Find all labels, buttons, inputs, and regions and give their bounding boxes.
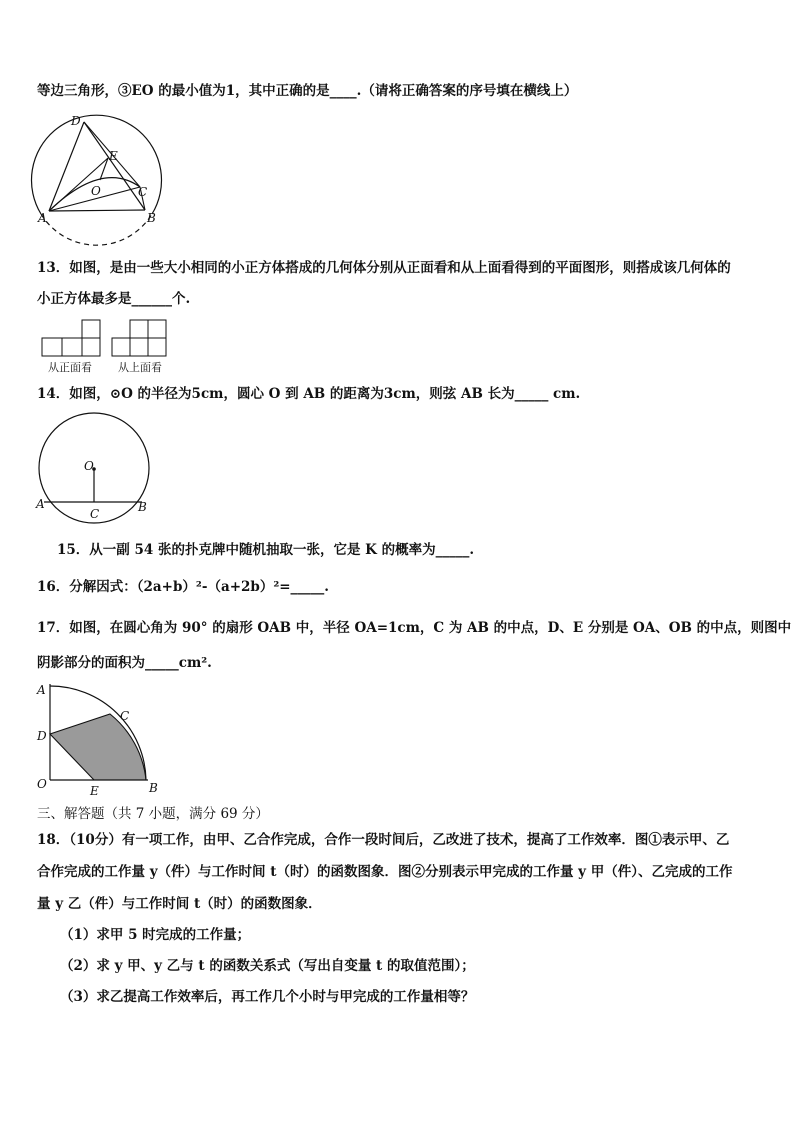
q17-line2: 阴影部分的面积为_____cm². [37,655,212,671]
label-A: A [37,684,46,697]
label-B: B [149,781,158,795]
label-D: D [37,729,47,743]
figure-q12-circle [30,110,170,250]
q16-text: 16．分解因式：（2a+b）²-（a+2b）²=_____. [37,579,330,595]
figure-q14-circle [34,412,159,527]
label-B: B [138,500,147,514]
q14-text: 14．如图，⊙O 的半径为5cm，圆心 O 到 AB 的距离为3cm，则弦 AB 长为_____ cm. [37,386,581,402]
label-C: C [120,709,130,723]
q13-line1: 13．如图，是由一些大小相同的小正方体搭成的几何体分别从正面看和从上面看得到的平面图形，则搭成该几何体的 [37,260,731,276]
label-C: C [90,507,100,521]
q18-sub3: （3）求乙提高工作效率后，再工作几个小时与甲完成的工作量相等？ [60,989,475,1005]
q13-line2: 小正方体最多是______个. [37,291,191,307]
q15-text: 15．从一副 54 张的扑克牌中随机抽取一张，它是 K 的概率为_____. [57,542,475,558]
q18-line3: 量 y 乙（件）与工作时间 t（时）的函数图象． [37,896,322,912]
caption-top-view: 从上面看 [118,361,162,374]
q12-tail-text: 等边三角形，③EO 的最小值为1，其中正确的是____.（请将正确答案的序号填在横线上） [37,83,578,99]
q18-sub1: （1）求甲 5 时完成的工作量； [60,927,251,943]
label-A: A [36,497,45,511]
label-O: O [84,459,94,473]
q18-line2: 合作完成的工作量 y（件）与工作时间 t（时）的函数图象．图②分别表示甲完成的工作量 y 甲（件）、乙完成的工作 [37,864,733,880]
label-E: E [90,784,99,798]
label-D: D [71,114,81,128]
caption-front-view: 从正面看 [48,361,92,374]
figure-q13-views [40,316,175,376]
label-O: O [91,184,101,198]
label-O: O [37,777,47,791]
label-B: B [147,211,156,225]
section-3-heading: 三、解答题（共 7 小题，满分 69 分） [37,806,269,822]
label-C: C [138,185,148,199]
label-A: A [38,211,47,225]
q18-sub2: （2）求 y 甲、y 乙与 t 的函数关系式（写出自变量 t 的取值范围）； [60,958,475,974]
figure-q17-sector [34,684,164,799]
q17-line1: 17．如图，在圆心角为 90° 的扇形 OAB 中，半径 OA=1cm，C 为 AB 的中点，D、E 分别是 OA、OB 的中点，则图中 [37,620,792,636]
q18-line1: 18．（10分）有一项工作，由甲、乙合作完成，合作一段时间后，乙改进了技术，提高了工作效率．图①表示甲、乙 [37,832,730,848]
label-E: E [109,149,118,163]
